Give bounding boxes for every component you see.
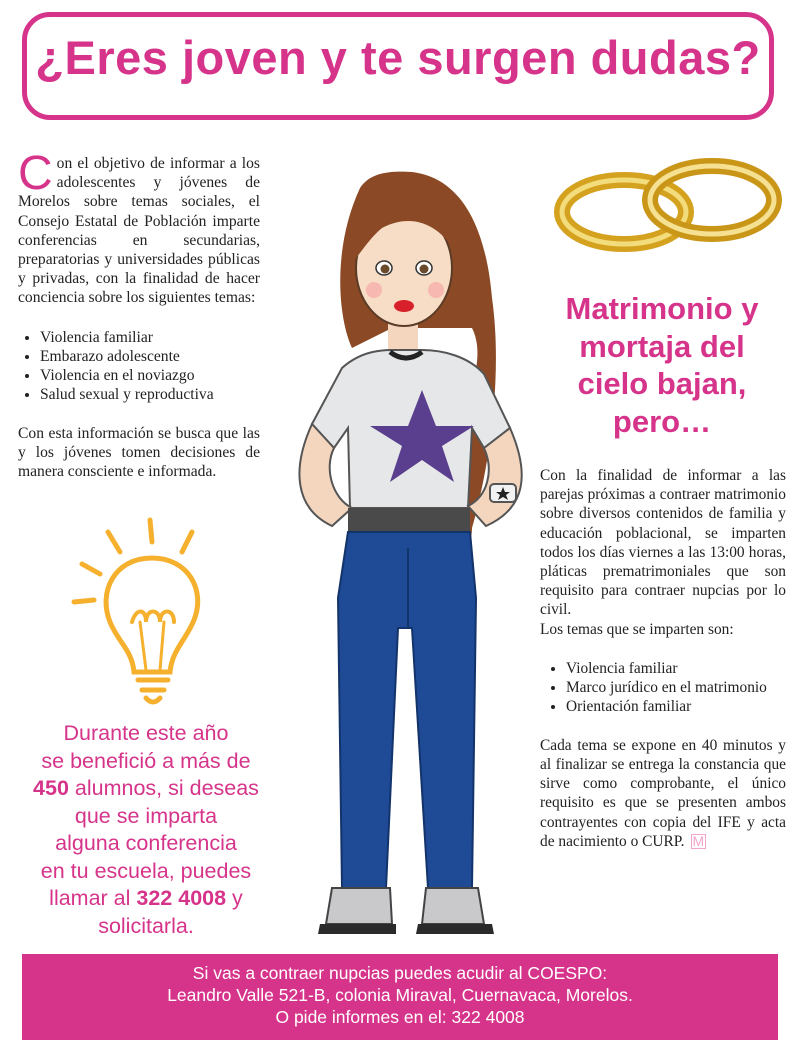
- marriage-title-line: mortaja del: [579, 328, 745, 364]
- marriage-topics-list: [540, 659, 786, 716]
- marriage-title: [538, 290, 786, 440]
- marriage-topics-intro: Los temas que se imparten son:: [540, 620, 734, 638]
- student-count: 450: [33, 776, 69, 800]
- marriage-title-line: Matrimonio y: [565, 291, 759, 326]
- marriage-section: [540, 466, 786, 851]
- intro-dropcap: C: [18, 147, 53, 200]
- wedding-rings-icon: [552, 150, 788, 260]
- page-title: ¿Eres joven y te surgen dudas?: [35, 31, 761, 84]
- promo-line-text: y: [226, 886, 243, 910]
- list-item: • Violencia familiar: [566, 659, 786, 678]
- marriage-closing: [540, 736, 786, 851]
- promo-line: Durante este año: [63, 721, 229, 745]
- promo-line: se benefició a más de: [41, 748, 251, 773]
- lightbulb-icon: [60, 512, 240, 712]
- footer-line: Si vas a contraer nupcias puedes acudir al COESPO:: [192, 963, 608, 983]
- promo-line-text: llamar al: [49, 886, 137, 910]
- promo-text: [16, 720, 276, 940]
- marriage-title-line: cielo bajan,: [577, 366, 747, 401]
- intro-paragraph: [18, 147, 260, 308]
- intro-paragraph-text: on el objetivo de informar a los adolescentes y jóvenes de Morelos sobre temas sociales, el Consejo Estatal de Población imparte conferencias en secundarias, preparatorias y universidades públicas y privadas, con la finalidad de hacer conciencia sobre los siguientes temas:: [18, 155, 260, 307]
- list-item: • Orientación familiar: [566, 697, 786, 716]
- footer-contact: O pide informes en el: 322 4008: [275, 1007, 525, 1027]
- promo-line: que se imparta: [74, 803, 218, 828]
- list-item: • Embarazo adolescente: [40, 347, 260, 366]
- list-item: • Salud sexual y reproductiva: [40, 385, 260, 404]
- intro-section: [18, 147, 260, 481]
- coespo-logo: M: [692, 832, 705, 849]
- marriage-closing-text: Cada tema se expone en 40 minutos y al finalizar se entrega la constancia que sirve como comprobante, el único requisito es que se presenten ambos contrayentes con copia del IFE y acta de nacimiento o CURP.: [540, 736, 786, 850]
- promo-line: en tu escuela, puedes: [40, 858, 252, 883]
- footer-address: Leandro Valle 521-B, colonia Miraval, Cuernavaca, Morelos.: [167, 985, 633, 1005]
- list-item: • Violencia familiar: [40, 328, 260, 347]
- promo-line-text: alumnos, si deseas: [68, 776, 259, 800]
- intro-closing: Con esta información se busca que las y los jóvenes tomen decisiones de manera consciente e informada.: [18, 424, 260, 481]
- promo-line: [16, 885, 276, 913]
- promo-line: solicitarla.: [98, 913, 194, 938]
- girl-illustration-icon: [272, 128, 542, 938]
- promo-phone: 322 4008: [136, 886, 227, 910]
- marriage-paragraph: Con la finalidad de informar a las parejas próximas a contraer matrimonio sobre diversos contenidos de familia y educación poblacional, se imparten todos los días viernes a las 13:00 horas, pláticas prematrimoniales que son requisito para contraer nupcias por lo civil.: [540, 467, 786, 619]
- promo-line: alguna conferencia: [55, 831, 237, 855]
- list-item: • Violencia en el noviazgo: [40, 366, 260, 385]
- promo-line: [16, 775, 276, 803]
- footer-banner: [22, 954, 778, 1040]
- list-item: • Marco jurídico en el matrimonio: [566, 678, 786, 697]
- intro-topics-list: [18, 328, 260, 404]
- marriage-title-line: pero…: [612, 403, 712, 439]
